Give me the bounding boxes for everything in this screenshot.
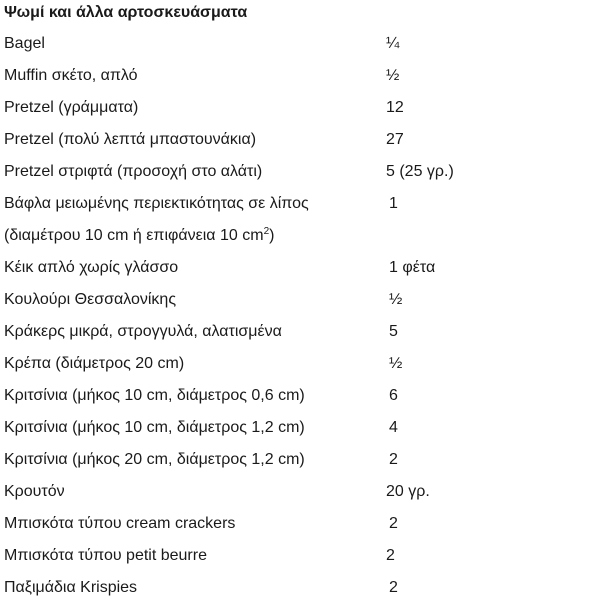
item-name: Μπισκότα τύπου cream crackers	[4, 515, 236, 532]
item-name: Μπισκότα τύπου petit beurre	[4, 547, 207, 564]
item-quantity: 2	[386, 547, 395, 564]
table-row	[0, 193, 600, 215]
item-name: Pretzel (πολύ λεπτά μπαστουνάκια)	[4, 131, 257, 148]
item-name: Pretzel στριφτά (προσοχή στο αλάτι)	[4, 163, 263, 180]
table-row	[0, 257, 600, 279]
item-quantity: 5 (25 γρ.)	[386, 163, 454, 180]
section-title: Ψωμί και άλλα αρτοσκευάσματα	[4, 4, 248, 21]
item-quantity: ½	[389, 291, 403, 308]
table-row	[0, 385, 600, 407]
item-quantity: 4	[389, 419, 398, 436]
item-name: Muffin σκέτο, απλό	[4, 67, 138, 84]
item-name: Βάφλα μειωμένης περιεκτικότητας σε λίπος	[4, 195, 309, 212]
table-row	[0, 161, 600, 183]
table-row	[0, 481, 600, 503]
item-quantity: 20 γρ.	[386, 483, 430, 500]
table-row	[0, 513, 600, 535]
table-row	[0, 353, 600, 375]
table-row	[0, 577, 600, 599]
item-name-continuation	[4, 225, 274, 247]
item-quantity: 1 φέτα	[389, 259, 436, 276]
item-name: Κράκερς μικρά, στρογγυλά, αλατισμένα	[4, 323, 282, 340]
item-quantity: ½	[389, 355, 403, 372]
item-quantity: 2	[389, 579, 398, 596]
table-row	[0, 65, 600, 87]
item-name: Κριτσίνια (μήκος 10 cm, διάμετρος 0,6 cm)	[4, 387, 305, 404]
table-row-continuation	[0, 225, 600, 247]
table-row	[0, 417, 600, 439]
item-name-close-paren: )	[269, 227, 275, 244]
table-row	[0, 129, 600, 151]
item-quantity: 2	[389, 515, 398, 532]
item-name: Κέικ απλό χωρίς γλάσσο	[4, 259, 179, 276]
item-quantity: 27	[386, 131, 404, 148]
item-quantity: 5	[389, 323, 398, 340]
table-row	[0, 321, 600, 343]
item-quantity: 6	[389, 387, 398, 404]
table-row	[0, 289, 600, 311]
item-name: Κουλούρι Θεσσαλονίκης	[4, 291, 177, 308]
item-quantity: 12	[386, 99, 404, 116]
item-quantity: 2	[389, 451, 398, 468]
item-name: Pretzel (γράμματα)	[4, 99, 139, 116]
superscript-2: 2	[263, 226, 270, 237]
table-row	[0, 33, 600, 55]
item-name: Παξιμάδια Krispies	[4, 579, 138, 596]
item-quantity: ¼	[386, 35, 400, 52]
item-name: Κρουτόν	[4, 483, 65, 500]
item-name: Bagel	[4, 35, 45, 52]
table-row	[0, 449, 600, 471]
item-name-text: (διαμέτρου 10 cm ή επιφάνεια 10 cm	[4, 227, 264, 244]
item-name: Κριτσίνια (μήκος 20 cm, διάμετρος 1,2 cm)	[4, 451, 305, 468]
item-quantity: ½	[386, 67, 400, 84]
item-quantity: 1	[389, 195, 398, 212]
table-row	[0, 545, 600, 567]
table-row	[0, 97, 600, 119]
item-name: Κριτσίνια (μήκος 10 cm, διάμετρος 1,2 cm)	[4, 419, 305, 436]
item-name: Κρέπα (διάμετρος 20 cm)	[4, 355, 185, 372]
